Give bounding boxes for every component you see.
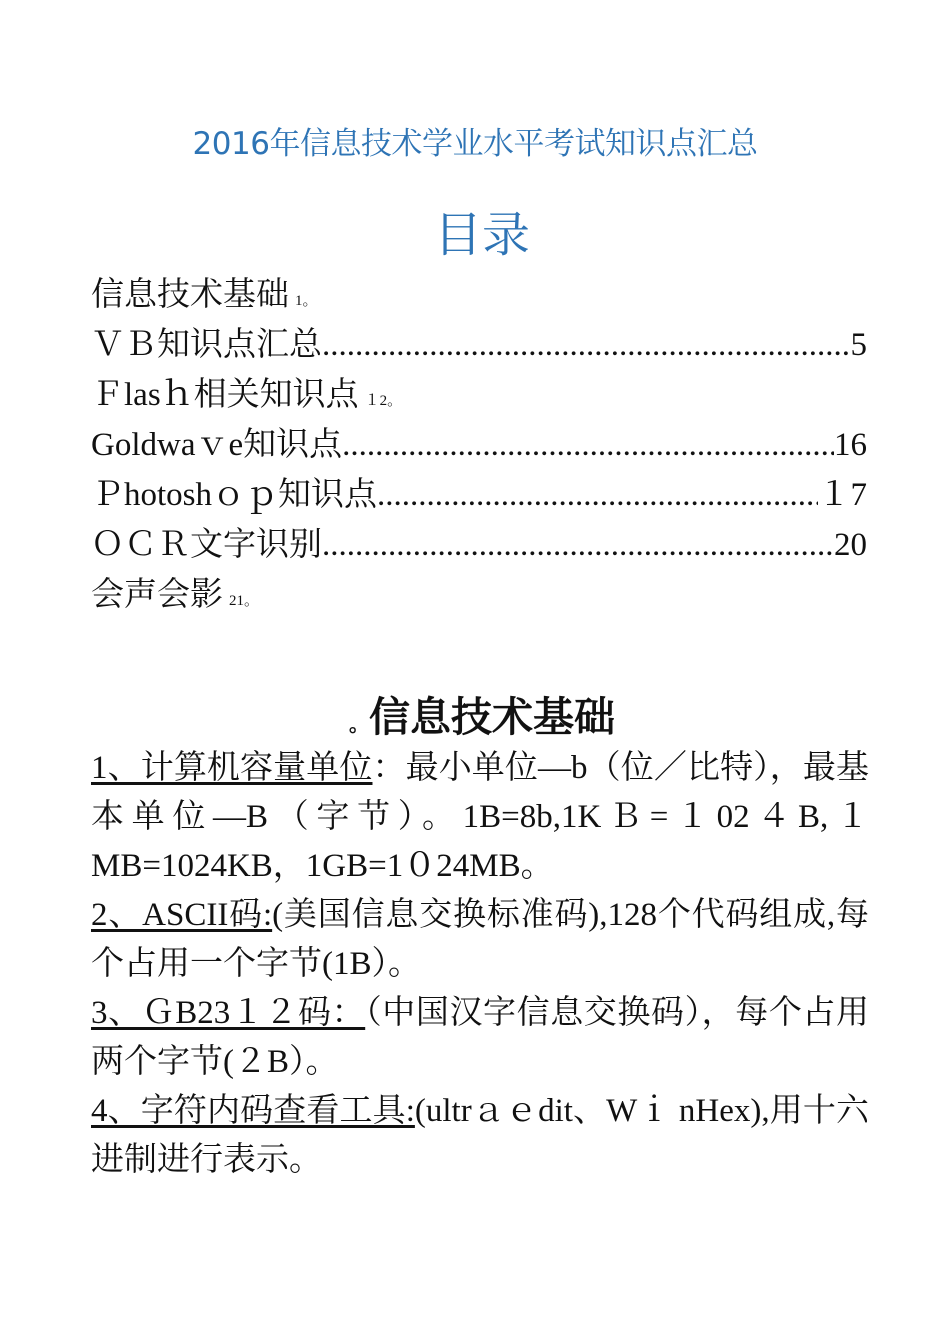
toc-entry-page: 20 (834, 527, 867, 563)
toc-dot-leader (322, 320, 851, 370)
knowledge-item (91, 744, 869, 891)
toc-entry-page: １7 (817, 477, 867, 513)
toc-entry[interactable] (91, 470, 867, 520)
section-mark: 。 (349, 714, 369, 736)
toc-entry-title: 会声会影 (91, 577, 223, 613)
document-title: 2016年信息技术学业水平考试知识点汇总 (192, 126, 758, 162)
toc-entry[interactable] (91, 520, 867, 570)
toc-entry-page: 16 (834, 427, 867, 463)
toc-entry-page: 1。 (295, 293, 318, 309)
section-heading (0, 684, 950, 743)
knowledge-item-label: 3、ＧB23１２码： (91, 995, 366, 1031)
knowledge-item (91, 891, 869, 989)
toc-entry-title: 信息技术基础 (91, 277, 289, 313)
toc-entry[interactable] (91, 270, 867, 320)
toc-entry-title: Ｆlasｈ相关知识点 (91, 377, 359, 413)
knowledge-item-text: (ultrａｅdit、Wｉ nHex),用十六进制进行表示。 (91, 1093, 869, 1178)
knowledge-item-text: ：最小单位—b（位／比特），最基本单位—B（字节）。1B=8b,1KＢ=１02４B,１MB=1024KB，1GB=1０24MB。 (91, 750, 870, 884)
toc-entry-title: Ｐhotoshｏｐ知识点 (91, 477, 378, 513)
toc-entry-page: 5 (850, 327, 867, 363)
knowledge-item-text: (美国信息交换标准码),128个代码组成,每个占用一个字节(1B）。 (91, 897, 870, 982)
section-body (91, 744, 869, 1185)
toc-dot-leader (377, 470, 817, 520)
knowledge-item (91, 989, 869, 1087)
toc-entry-page: １2。 (364, 393, 403, 409)
toc-entry-title: ＯＣＲ文字识别 (91, 527, 322, 563)
toc-entry[interactable] (91, 320, 867, 370)
toc-entry-page: 21。 (229, 593, 260, 609)
toc-entry[interactable] (91, 420, 867, 470)
toc-heading: 目录 (433, 207, 530, 263)
toc-entry-title: ＶＢ知识点汇总 (91, 327, 322, 363)
toc-entry[interactable] (91, 570, 867, 620)
knowledge-item (91, 1087, 869, 1185)
toc-dot-leader (322, 520, 834, 570)
section-heading-text: 信息技术基础 (369, 694, 615, 740)
knowledge-item-label: 4、字符内码查看工具: (91, 1093, 415, 1129)
table-of-contents (91, 270, 867, 620)
knowledge-item-label: 2、ASCII码: (91, 897, 273, 933)
toc-entry-title: Goldwaｖe知识点 (91, 427, 343, 463)
knowledge-item-text: （中国汉字信息交换码），每个占用两个字节(２B）。 (91, 995, 869, 1080)
knowledge-item-label: 1、计算机容量单位 (91, 750, 373, 786)
toc-dot-leader (342, 420, 834, 470)
toc-entry[interactable] (91, 370, 867, 420)
